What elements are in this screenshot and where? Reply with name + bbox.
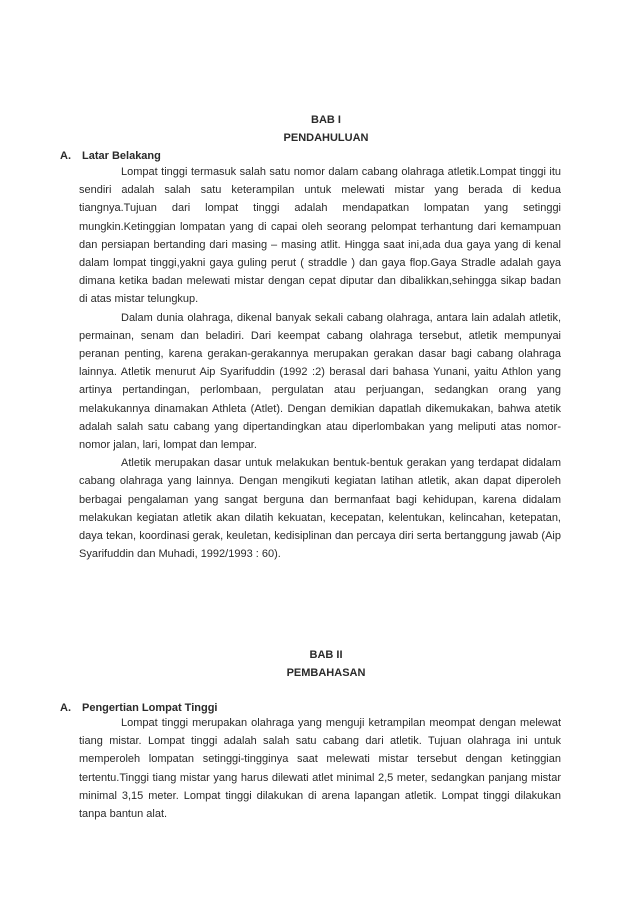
paragraph: Dalam dunia olahraga, dikenal banyak sekali cabang olahraga, antara lain adalah atletik, permainan, senam dan beladiri. Dari keempat cabang olahraga tersebut, atletik mempunyai peranan penting, karena gerakan-gerakannya merupakan gerakan dasar bagi cabang olahraga lainnya. Atletik menurut Aip Syarifuddin (1992 :2) berasal dari bahasa Yunani, yaitu Athlon yang artinya pertandingan, perlombaan, pergulatan atau perjuangan, sedangkan orang yang melakukannya dinamakan Athleta (Atlet). Dengan demikian dapatlah dikemukakan, bahwa atetik adalah salah satu cabang yang dipertandingkan atau diperlombakan yang meliputi atas nomor-nomor jalan, lari, lompat dan lempar.	[79, 311, 561, 452]
section-2a-title: Pengertian Lompat Tinggi	[82, 702, 218, 714]
paragraph: Lompat tinggi termasuk salah satu nomor dalam cabang olahraga atletik.Lompat tinggi itu sendiri adalah salah satu keterampilan untuk melewati mistar yang berada di kedua tiangnya.Tujuan dari lompat tinggi adalah mendapatkan lompatan yang setinggi mungkin.Ketinggian lompatan yang di capai oleh seorang pelompat terhantung dari kemampuan dan persiapan bertanding dari masing – masing atlit. Hingga saat ini,ada dua gaya yang di kenal dalam lompat tinggi,yakni gaya guling perut ( straddle ) dan gaya flop.Gaya Stradle adalah gaya dimana ketika badan melewati mistar dengan cepat diputar dan dibalikkan,sehingga sikap badan di atas mistar telungkup.	[79, 166, 561, 306]
paragraph: Lompat tinggi merupakan olahraga yang menguji ketrampilan meompat dengan melewat tiang mistar. Lompat tinggi adalah salah satu cabang dari atletik. Tujuan olahraga ini untuk memperoleh lompatan setinggi-tingginya saat melewati mistar tersebut dengan ketinggian tertentu.Tinggi tiang mistar yang harus dilewati atlet minimal 2,5 meter, sedangkan panjang mistar minimal 3,15 meter. Lompat tinggi dilakukan di arena lapangan atletik. Lompat tinggi dilakukan tanpa bantun alat.	[79, 717, 561, 821]
section-2a-letter: A.	[60, 702, 71, 714]
chapter-2-title: BAB II	[309, 649, 343, 661]
chapter-2-body	[79, 714, 561, 823]
chapter-1-body	[79, 163, 561, 563]
paragraph: Atletik merupakan dasar untuk melakukan bentuk-bentuk gerakan yang terdapat didalam cabang olahraga yang lainnya. Dengan mengikuti kegiatan latihan atletik, akan dapat diperoleh berbagai pengalaman yang sangat berguna dan bermanfaat bagi kehidupan, karena didalam melakukan kegiatan atletik akan dilatih kekuatan, kecepatan, kelentukan, kelincahan, ketepatan, daya tekan, koordinasi gerak, keuletan, kedisiplinan dan percaya diri serta bertanggung jawab (Aip Syarifuddin dan Muhadi, 1992/1993 : 60).	[79, 457, 561, 561]
section-1a-letter: A.	[60, 150, 71, 162]
chapter-2-subtitle: PEMBAHASAN	[286, 667, 366, 679]
chapter-1-subtitle: PENDAHULUAN	[283, 132, 369, 144]
section-1a-heading	[60, 149, 161, 163]
chapter-1-title: BAB I	[311, 114, 341, 126]
section-1a-title: Latar Belakang	[82, 150, 161, 162]
section-2a-heading	[60, 701, 217, 715]
